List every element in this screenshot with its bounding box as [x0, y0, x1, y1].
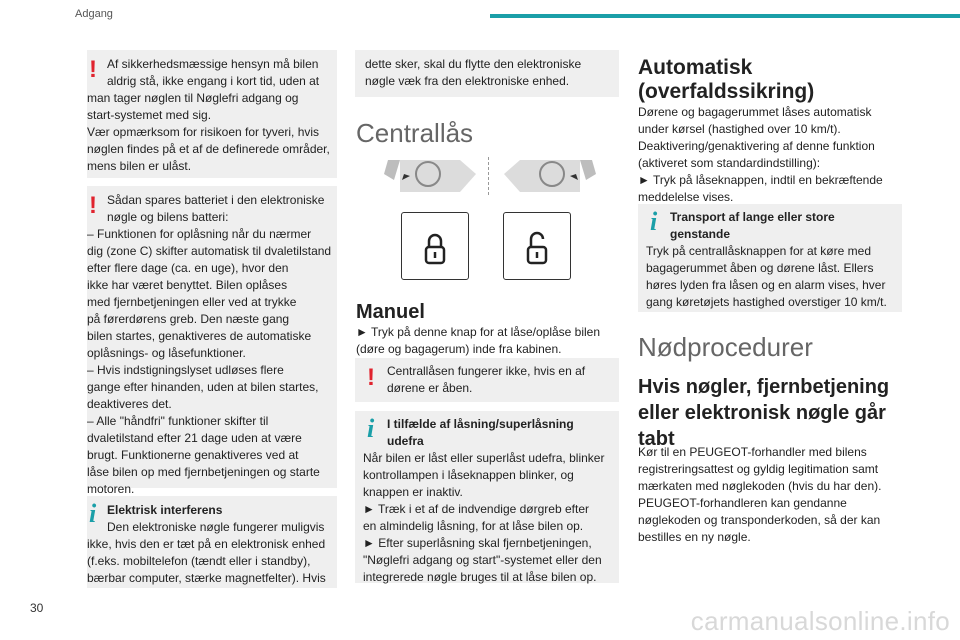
automatisk-text — [638, 104, 908, 206]
text-line: Vær opmærksom for risikoen for tyveri, hvis — [87, 125, 320, 139]
text-line: mærkaten med nøglekoden (hvis du har den). — [638, 479, 882, 493]
text-line: (døre og bagagerum) inde fra kabinen. — [356, 342, 562, 356]
text-line: – Hvis indstigningslyset udløses flere — [87, 363, 284, 377]
info-icon: i — [89, 499, 97, 528]
text-line: bilen startes, genaktiveres de automatiske — [87, 329, 312, 343]
text-line: gang køretøjets hastighed overstiger 10 km/t. — [646, 295, 887, 309]
text-line: "Nøglefri adgang og start"-systemet eller den — [363, 553, 602, 567]
text-line: integrerede nøgle bruges til at låse bilen op. — [363, 570, 597, 584]
text-line: Centrallåsen fungerer ikke, hvis en af — [387, 364, 586, 378]
text-line: – Alle "håndfri" funktioner skifter til — [87, 414, 269, 428]
heading-line: tabt — [638, 428, 675, 450]
manuel-text — [356, 324, 626, 358]
text-line: PEUGEOT-forhandleren kan gendanne — [638, 496, 847, 510]
info-box-interference — [87, 496, 337, 588]
info-icon: i — [650, 207, 658, 236]
warning-icon: ! — [367, 364, 375, 391]
warning-box-security — [87, 50, 337, 178]
text-line: registreringsattest og gyldig legitimation samt — [638, 462, 879, 476]
text-line: med fjernbetjeningen eller ved at trykke — [87, 295, 297, 309]
page-number: 30 — [30, 601, 44, 615]
text-line: bagagerummet åben og dørene låst. Ellers — [646, 261, 874, 275]
text-line: Af sikkerhedsmæssige hensyn må bilen — [107, 57, 319, 71]
warning-box-doors — [355, 358, 619, 402]
text-line: kontrollampen i låseknappen blinker, og — [363, 468, 574, 482]
text-line: Den elektroniske nøgle fungerer muligvis — [107, 520, 325, 534]
text-line: en almindelig låsning, for at låse bilen op. — [363, 519, 584, 533]
info-box-continued — [355, 50, 619, 97]
warning-icon: ! — [89, 192, 97, 219]
text-line: – Funktionen for oplåsning når du nærmer — [87, 227, 312, 241]
text-line: høres lyden fra låsen og en alarm vises, hver — [646, 278, 886, 292]
text-line: Deaktivering/genaktivering af denne funktion — [638, 139, 875, 153]
text-line: dørene er åben. — [387, 381, 473, 395]
text-line: (aktiveret som standardindstilling): — [638, 156, 821, 170]
text-line: ► Tryk på låseknappen, indtil en bekræftende — [638, 173, 883, 187]
box-title: udefra — [387, 434, 424, 448]
text-line: på førerdørens greb. Den næste gang — [87, 312, 290, 326]
heading-line: eller elektronisk nøgle går — [638, 402, 886, 424]
section-title: Adgang — [75, 8, 113, 20]
text-line: mens bilen er ulåst. — [87, 159, 192, 173]
text-line: Tryk på centrallåsknappen for at køre med — [646, 244, 871, 258]
text-line: (f.eks. mobiltelefon (tændt eller i standby), — [87, 554, 311, 568]
text-line: under kørsel (hastighed over 10 km/t). — [638, 122, 841, 136]
text-line: efter flere dage (ca. en uge), hvor den — [87, 261, 289, 275]
info-box-superlock — [355, 411, 619, 583]
heading-manuel: Manuel — [356, 301, 425, 323]
text-line: start-systemet med sig. — [87, 108, 212, 122]
warning-icon: ! — [89, 56, 97, 83]
box-title: Elektrisk interferens — [107, 503, 223, 517]
text-line: knappen er inaktiv. — [363, 485, 463, 499]
heading-centrallas: Centrallås — [356, 118, 474, 148]
text-line: Når bilen er låst eller superlåst udefra, blinker — [363, 451, 605, 465]
text-line: aldrig stå, ikke engang i kort tid, uden at — [107, 74, 320, 88]
dashboard-illustration — [380, 152, 600, 200]
text-line: nøgle og bilens batteri: — [107, 210, 229, 224]
text-line: Dørene og bagagerummet låses automatisk — [638, 105, 872, 119]
text-line: ► Træk i et af de indvendige dørgreb efter — [363, 502, 589, 516]
info-icon: i — [367, 414, 375, 443]
box-title: I tilfælde af låsning/superlåsning — [387, 417, 574, 431]
text-line: motoren. — [87, 482, 135, 496]
text-line: bestilles en ny nøgle. — [638, 530, 751, 544]
watermark: carmanualsonline.info — [690, 606, 950, 636]
text-line: brugt. Funktionerne genaktiveres ved at — [87, 448, 299, 462]
heading-lost-key — [638, 374, 889, 452]
lost-key-text — [638, 444, 913, 546]
text-line: bærbar computer, stærke magnetfelter). Hvis — [87, 571, 326, 585]
box-title: genstande — [670, 227, 731, 241]
text-line: deaktiveres det. — [87, 397, 172, 411]
text-line: dette sker, skal du flytte den elektroniske — [365, 57, 582, 71]
text-line: ► Efter superlåsning skal fjernbetjeningen, — [363, 536, 592, 550]
heading-nodprocedurer: Nødprocedurer — [638, 332, 813, 362]
text-line: Kør til en PEUGEOT-forhandler med bilens — [638, 445, 867, 459]
box-title: Transport af lange eller store — [670, 210, 835, 224]
text-line: dvaletilstand efter 21 dage uden at være — [87, 431, 302, 445]
text-line: nøgle væk fra den elektroniske enhed. — [365, 74, 570, 88]
text-line: meddelelse vises. — [638, 190, 734, 204]
warning-box-battery — [87, 186, 337, 496]
heading-line: Hvis nøgler, fjernbetjening — [638, 376, 890, 398]
text-line: oplåsnings- og låsefunktioner. — [87, 346, 246, 360]
text-line: gange efter hinanden, uden at bilen startes, — [87, 380, 319, 394]
text-line: dig (zone C) skifter automatisk til dvaletilstand — [87, 244, 332, 258]
text-line: ► Tryk på denne knap for at låse/oplåse bilen — [356, 325, 601, 339]
text-line: man tager nøglen til Nøglefri adgang og — [87, 91, 299, 105]
text-line: låse bilen op med fjernbetjeningen og starte — [87, 465, 320, 479]
text-line: nøglekoden og transponderkoden, så der kan — [638, 513, 881, 527]
info-box-transport — [638, 204, 902, 312]
text-line: ikke, hvis den er tæt på en elektronisk enhed — [87, 537, 326, 551]
unlock-button-icon — [503, 212, 571, 280]
lock-button-icon — [401, 212, 469, 280]
divider-dashed — [488, 157, 489, 195]
heading-line: (overfaldssikring) — [638, 80, 815, 103]
text-line: nøglen findes på et af de definerede områder, — [87, 142, 330, 156]
text-line: ikke har været benyttet. Bilen oplåses — [87, 278, 288, 292]
heading-automatisk — [638, 56, 814, 104]
heading-line: Automatisk — [638, 56, 753, 79]
text-line: Sådan spares batteriet i den elektroniske — [107, 193, 325, 207]
header-accent-bar — [490, 14, 960, 18]
